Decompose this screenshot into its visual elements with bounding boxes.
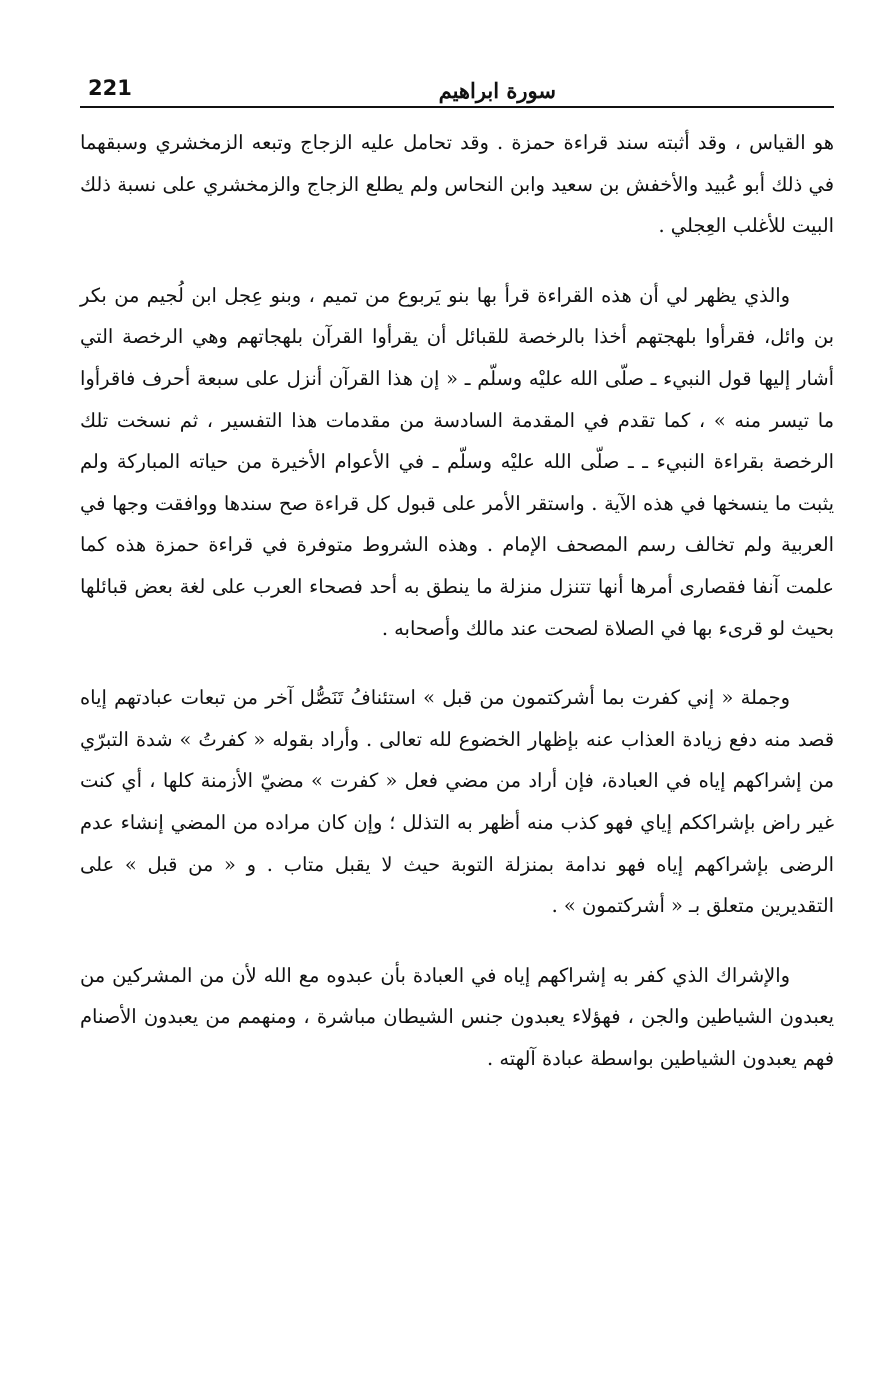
paragraph-gap [80,247,834,275]
paragraph-gap [80,649,834,677]
page-number: 221 [88,76,132,100]
paragraph-4: والإشراك الذي كفر به إشراكهم إياه في العبادة بأن عبدوه مع الله لأن من المشركين من يعبدون الشياطين والجن ، فهؤلاء يعبدون جنس الشيطان مباشرة ، ومنهمم من يعبدون الأصنام فهم يعبدون الشياطين بواسطة عبادة آلهته . [80,963,834,1070]
page-body [80,122,834,1079]
header-rule [80,106,834,108]
page-header [88,74,834,106]
paragraph-gap [80,927,834,955]
paragraph-2: والذي يظهر لي أن هذه القراءة قرأ بها بنو يَربوع من تميم ، وبنو عِجل ابن لُجيم من بكر بن وائل، فقرأوا بلهجتهم أخذا بالرخصة للقبائل أن يقرأوا القرآن بلهجاتهم وهي الرخصة التي أشار إليها قول النبيء ـ صلّى الله عليْه وسلّم ـ « إن هذا القرآن أنزل على سبعة أحرف فاقرأوا ما تيسر منه » ، كما تقدم في المقدمة السادسة من مقدمات هذا التفسير ، ثم نسخت تلك الرخصة بقراءة النبيء ـ ـ صلّى الله عليْه وسلّم ـ في الأعوام الأخيرة من حياته المباركة ولم يثبت ما ينسخها في هذه الآية . واستقر الأمر على قبول كل قراءة صح سندها ووافقت وجها في العربية ولم تخالف رسم المصحف الإمام . وهذه الشروط متوفرة في قراءة حمزة هذه كما علمت آنفا فقصارى أمرها أنها تتنزل منزلة ما ينطق به أحد فصحاء العرب على لغة بعض قبائلها بحيث لو قرىء بها في الصلاة لصحت عند مالك وأصحابه . [80,283,834,640]
paragraph-1: هو القياس ، وقد أثبته سند قراءة حمزة . وقد تحامل عليه الزجاج وتبعه الزمخشري وسبقهما في ذلك أبو عُبيد والأخفش بن سعيد وابن النحاس ولم يطلع الزجاج والزمخشري على نسبة ذلك البيت للأغلب العِجلي . [80,131,834,238]
running-title: سورة ابراهيم [438,78,556,103]
paragraph-3: وجملة « إني كفرت بما أشركتمون من قبل » استئنافُ تَنَصُّل آخر من تبعات عبادتهم إياه قصد منه دفع زيادة العذاب عنه بإظهار الخضوع لله تعالى . وأراد بقوله « كفرتُ » شدة التبرّي من إشراكهم إياه في العبادة، فإن أراد من مضي فعل « كفرت » مضيّ الأزمنة كلها ، أي كنت غير راض بإشراككم إياي فهو كذب منه أظهر به التذلل ؛ وإن كان مراده من المضي إنشاء عدم الرضى بإشراكهم إياه فهو ندامة بمنزلة التوبة حيث لا يقبل متاب . و « من قبل » على التقديرين متعلق بـ « أشركتمون » . [80,686,834,918]
